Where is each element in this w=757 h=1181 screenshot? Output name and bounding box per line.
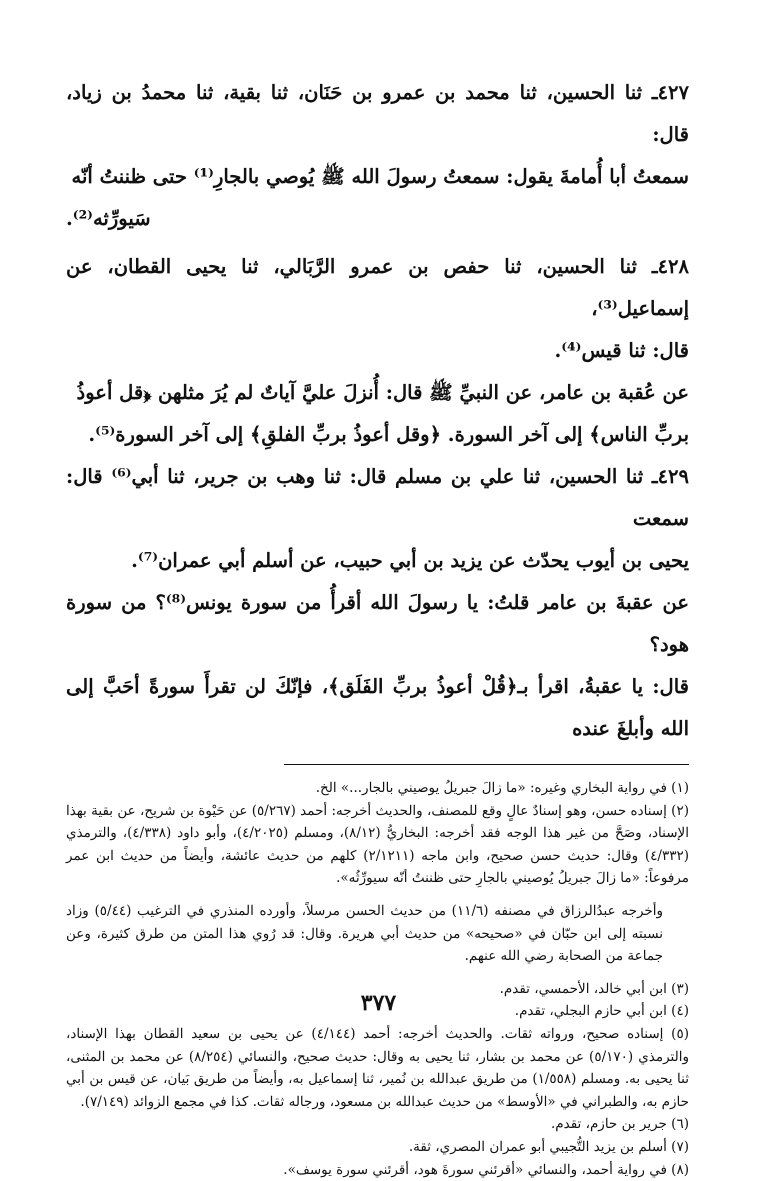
hadith-429-line-1: ٤٢٩ـ ثنا الحسين، ثنا علي بن مسلم قال: ثنا وهب بن جرير، ثنا أبي⁽⁶⁾ قال: سمعت [66,456,689,540]
footnote-2-continued: وأخرجه عبدُالرزاق في مصنفه (١١/٦) من حديث الحسن مرسلاً، وأورده المنذري في الترغيب (٥/٤٤) وزاد نسبته إلى ابن حبّان في «صحيحه» من حديث أبي هريرة. وقال: قد رُوي هذا المتن من طرق كثيرة، وعن جماعة من الصحابة رضي الله عنهم. [66,900,689,968]
footnote-2: (٢) إسناده حسن، وهو إسنادٌ عالٍ وقع للمصنف، والحديث أخرجه: أحمد (٥/٢٦٧) عن حَيْوة بن شريح، عن بقية بهذا الإسناد، وصَحَّ من غير هذا الوجه فقد أخرجه: البخاريُّ (٨/١٢)، ومسلم (٤/٢٠٢٥)، وأبو داود (٤/٣٣٨)، والترمذي (٤/٣٣٢) وقال: حديث حسن صحيح، وابن ماجه (٢/١٢١١) كلهم من حديث عائشة، وأيضاً من حديث ابن عمر مرفوعاً: «ما زالَ جبريلُ يُوصيني بالجارِ حتى ظننتُ أنّه سيورِّثُه». [66,800,689,890]
page-number: ٣٧٧ [0,990,757,1016]
hadith-429-line-3: عن عقبةَ بن عامر قلتُ: يا رسولَ الله أقرأُ من سورة يونس⁽⁸⁾؟ من سورة هود؟ [66,582,689,666]
hadith-427-line-3: سَيورِّثه⁽²⁾. [66,198,689,240]
footnote-4: (٤) ابن أبي حازم البجلي، تقدم. [66,1000,689,1023]
footnote-8: (٨) في رواية أحمد، والنسائي «أقرئني سورةَ هود، أقرئني سورة يوسف». [66,1159,689,1181]
hadith-429-line-4: قال: يا عقبةُ، اقرأ بـ﴿قُلْ أعوذُ بربِّ الفَلَق﴾، فإنّكَ لن تقرأَ سورةً أحَبَّ إلى الله وأبلغَ عنده [66,666,689,750]
hadith-428-line-3: عن عُقبة بن عامر، عن النبيِّ ﷺ قال: أُنزلَ عليَّ آياتٌ لم يُرَ مثلهن ﴿قل أعوذُ [66,372,689,414]
footnote-6: (٦) جرير بن حازم، تقدم. [66,1113,689,1136]
hadith-427-line-2: سمعتُ أبا أُمامةَ يقول: سمعتُ رسولَ الله ﷺ يُوصي بالجارِ⁽¹⁾ حتى ظننتُ أنّه [66,156,689,198]
footnote-3: (٣) ابن أبي خالد، الأحمسي، تقدم. [66,978,689,1001]
footnote-5: (٥) إسناده صحيح، ورواته ثقات. والحديث أخرجه: أحمد (٤/١٤٤) عن يحيى بن سعيد القطان بهذا الإسناد، والترمذي (٥/١٧٠) عن محمد بن بشار، ثنا يحيى به وقال: حديث صحيح، والنسائي (٨/٢٥٤) عن محمد بن المثنى، ثنا يحيى به. ومسلم (١/٥٥٨) من طريق عبدالله بن نُمير، ثنا إسماعيل به، وأيضاً من طريق بَيان، عن قيس بن أبي حازم به، والطبراني في «الأوسط» من حديث عبدالله بن مسعود، ورجاله ثقات. كذا في مجمع الزوائد (٧/١٤٩). [66,1023,689,1113]
hadith-text [66,72,689,750]
footnote-1: (١) في رواية البخاري وغيره: «ما زالَ جبريلُ يوصيني بالجار...» الخ. [66,777,689,800]
hadith-427-line-1: ٤٢٧ـ ثنا الحسين، ثنا محمد بن عمرو بن حَنَان، ثنا بقية، ثنا محمدُ بن زياد، قال: [66,72,689,156]
hadith-428-line-1: ٤٢٨ـ ثنا الحسين، ثنا حفص بن عمرو الرَّبَالي، ثنا يحيى القطان، عن إسماعيل⁽³⁾، [66,246,689,330]
footnote-divider [284,764,689,765]
footnote-7: (٧) أسلم بن يزيد التُّجيبي أبو عمران المصري، ثقة. [66,1136,689,1159]
hadith-428-line-4: بربِّ الناس﴾ إلى آخر السورة. ﴿وقل أعوذُ بربِّ الفلقِ﴾ إلى آخر السورة⁽⁵⁾. [66,414,689,456]
hadith-429-line-2: يحيى بن أيوب يحدّث عن يزيد بن أبي حبيب، عن أسلم أبي عمران⁽⁷⁾. [66,540,689,582]
footnotes [66,777,689,1181]
hadith-428-line-2: قال: ثنا قيس⁽⁴⁾. [66,330,689,372]
